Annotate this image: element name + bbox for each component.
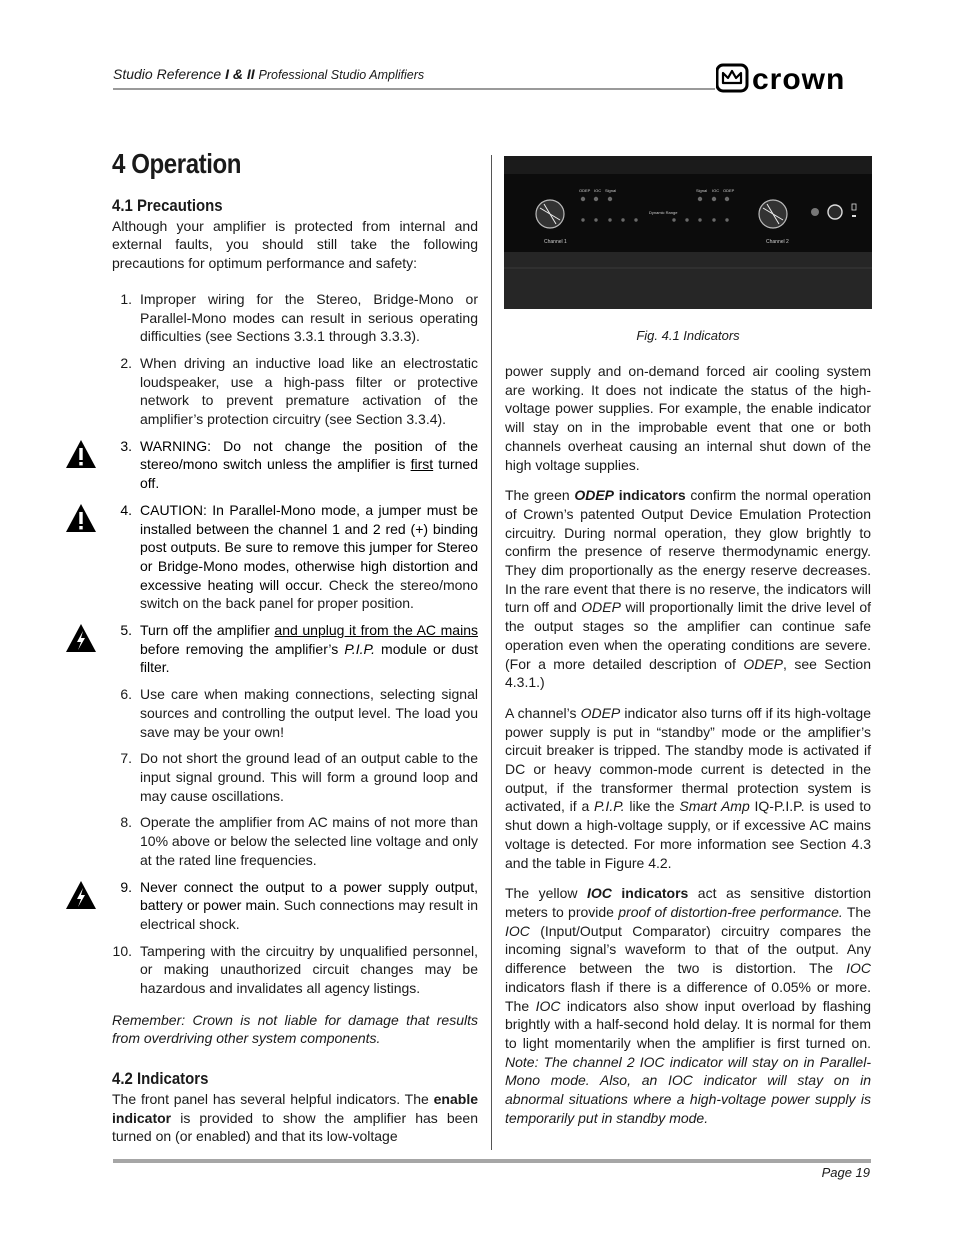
column-divider <box>491 155 492 1150</box>
odep-label-ch2: ODEP <box>723 188 735 193</box>
ioc-label-ch2: IOC <box>712 188 720 193</box>
power-button <box>828 205 842 219</box>
header-subtitle: Professional Studio Amplifiers <box>258 68 425 82</box>
header-rule <box>113 88 715 90</box>
indicators-heading: 4.2 Indicators <box>112 1069 209 1089</box>
list-item: 7. Do not short the ground lead of an output cable to the input signal ground. This will form a ground loop and may cause oscillations. <box>120 750 478 804</box>
standby-paragraph: A channel’s ODEP indicator also turns off if its high-voltage power supply is put in “standby” mode or the amplifier’s circuit breaker is tripped. The standby mode is activated if DC or heavy common-mode current is detected in the output, if the transformer thermal protection system is activated, if a P.I.P. like the Smart Amp IQ-P.I.P. is used to shut down a high-voltage supply, or if excessive AC mains voltage is detected. For more information see Section 4.3 and the table in Figure 4.2. <box>505 704 871 871</box>
precautions-heading: 4.1 Precautions <box>112 196 223 215</box>
warning-exclamation-icon <box>65 503 97 533</box>
logo-wordmark: crown <box>752 63 846 94</box>
signal-label-ch1: Signal <box>605 188 617 193</box>
figure-caption: Fig. 4.1 Indicators <box>636 328 740 343</box>
footer-rule <box>113 1159 871 1163</box>
odep-label-ch1: ODEP <box>579 188 591 193</box>
dynamic-range-label: Dynamic Range <box>649 210 678 215</box>
right-column <box>505 362 871 1139</box>
electric-shock-warning-icon <box>65 880 97 910</box>
odep-paragraph: The green ODEP indicators confirm the normal operation of Crown’s patented Output Device Emulation Protection circuitry. During normal operation, they glow brightly to confirm the presence of reserve thermodynamic energy. They dim proportionally as the energy reserve decreases. In the rare event that there is no reserve, the indicators will turn off and ODEP will proportionally limit the drive level of the output stages so the amplifier can continue safe operation even when the operating conditions are severe. (For a more detailed description of ODEP, see Section 4.3.1.) <box>505 487 872 691</box>
list-item: 2. When driving an inductive load like an electrostatic loudspeaker, use a high-pass filter or protective network to prevent premature activation of the amplifier’s protection circuitry (see Section 3.3.4). <box>120 354 478 428</box>
ioc-label-ch1: IOC <box>594 188 602 193</box>
indicators-paragraph-1: The front panel has several helpful indicators. The enable indicator is provided to show the amplifier has been turned on (or enabled) and that its low-voltage <box>112 1090 478 1145</box>
list-item: 9. Never connect the output to a power supply output, battery or power main. Such connections may result in electrical shock. <box>112 878 478 934</box>
left-column <box>112 197 478 1158</box>
header-product: Studio Reference <box>113 66 222 82</box>
list-item: 5. Turn off the amplifier and unplug it from the AC mains before removing the amplifier’s P.I.P. module or dust filter. <box>112 621 478 677</box>
ioc-paragraph: The yellow IOC indicators act as sensitive distortion meters to provide proof of distortion-free performance. The IOC (Input/Output Comparator) circuitry compares the incoming signal’s waveform to that of the output. Any difference between the two is distortion. The IOC indicators flash if there is a difference of 0.05% or more. The IOC indicators also show input overload by flashing brightly with a half-second hold delay. It is normal for them to light momentarily when the amplifier is first turned on. Note: The channel 2 IOC indicator will stay on in Parallel-Mono mode. Also, an IOC indicator will stay on in abnormal situations where a high-voltage power supply is temporarily put in standby mode. <box>505 885 872 1126</box>
signal-label-ch2: Signal <box>696 188 708 193</box>
enable-indicator <box>811 208 819 216</box>
precautions-intro: Although your amplifier is protected from internal and external faults, you should still take the following precautions for optimum performance and safety: <box>112 217 478 272</box>
front-panel-figure <box>504 156 872 309</box>
precautions-list <box>112 290 478 998</box>
channel-1-label: Channel 1 <box>544 239 567 245</box>
list-item: 6. Use care when making connections, selecting signal sources and controlling the output level. The load you save may be your own! <box>120 686 478 740</box>
channel-2-level-knob <box>759 200 787 228</box>
channel-1-level-knob <box>536 200 564 228</box>
header-roman: I & II <box>225 66 255 82</box>
page-title: 4 Operation <box>112 148 242 179</box>
indicators-paragraph-1-continued: power supply and on-demand forced air cooling system are working. It does not indicate the status of the high-voltage power supplies. For example, the enable indicator will stay on in the improbable event that one or both channels overheat causing an internal shut down of the high voltage supplies. <box>505 363 871 473</box>
electric-shock-warning-icon <box>65 623 97 653</box>
warning-exclamation-icon <box>65 439 97 469</box>
list-item: 4. CAUTION: In Parallel-Mono mode, a jumper must be installed between the channel 1 and 2 red (+) binding post outputs. Be sure to remove this jumper for Stereo or Bridge-Mono modes, otherwise high distortion and excessive heating will occur. Check the stereo/mono switch on the back panel for proper position. <box>112 501 478 613</box>
channel-2-label: Channel 2 <box>766 239 789 245</box>
running-header <box>113 66 424 82</box>
page-number: Page 19 <box>821 1165 870 1180</box>
remember-note: Remember: Crown is not liable for damage that results from overdriving other system components. <box>112 1011 478 1047</box>
list-item: 3. WARNING: Do not change the position of the stereo/mono switch unless the amplifier is first turned off. <box>112 437 478 493</box>
list-item: 8. Operate the amplifier from AC mains of not more than 10% above or below the selected line voltage and only at the rated line frequencies. <box>120 814 478 868</box>
crown-logo-icon <box>716 62 874 94</box>
list-item: 1. Improper wiring for the Stereo, Bridge-Mono or Parallel-Mono modes can result in serious operating difficulties (see Sections 3.3.1 through 3.3.3). <box>120 290 478 345</box>
list-item: 10. Tampering with the circuitry by unqualified personnel, or making unauthorized circuit changes may be hazardous and invalidates all agency listings. <box>112 942 478 997</box>
